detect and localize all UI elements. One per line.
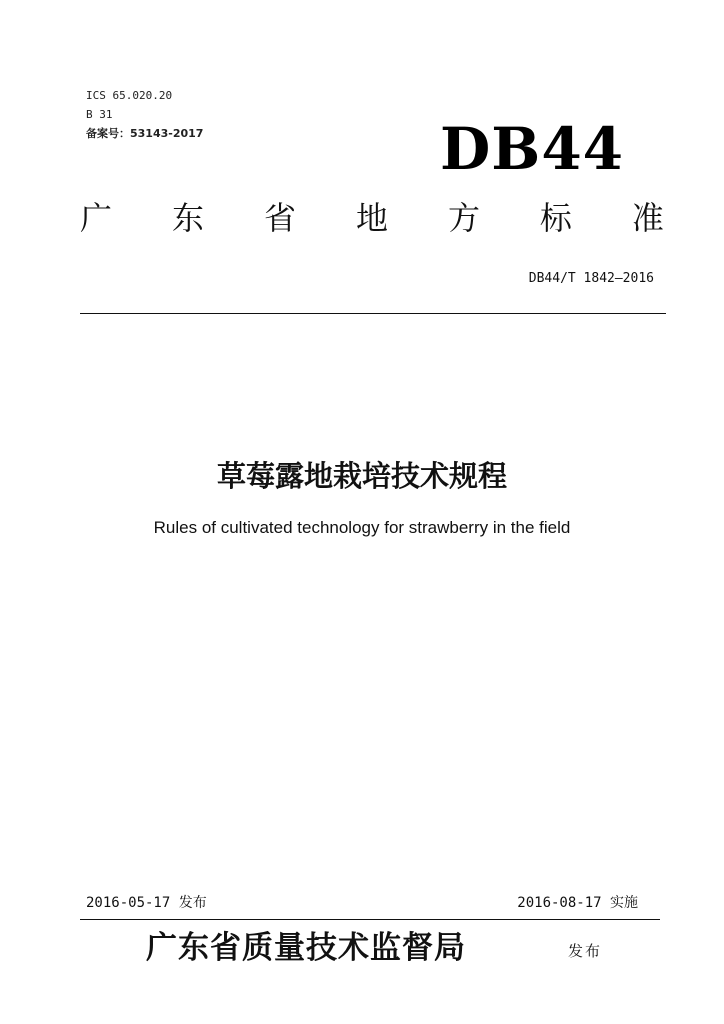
issuer-action: 发布	[568, 942, 603, 960]
issuer-name: 广东省质量技术监督局	[146, 930, 466, 966]
issue-date: 2016-05-17 发布	[86, 895, 207, 911]
authority-title-char: 准	[631, 199, 664, 237]
filing-number: 备案号：53143-2017	[86, 127, 204, 140]
authority-title-char: 广	[80, 199, 113, 237]
implementation-date: 2016-08-17 实施	[517, 895, 638, 911]
standard-logo: DB44	[440, 115, 625, 183]
classification-code: B 31	[86, 108, 113, 121]
authority-title-char: 地	[355, 199, 388, 237]
authority-title	[80, 198, 664, 238]
standard-number: DB44/T 1842—2016	[528, 271, 654, 286]
document-title-english: Rules of cultivated technology for strawberry in the field	[153, 518, 571, 537]
document-title-chinese: 草莓露地栽培技术规程	[216, 459, 507, 493]
authority-title-char: 省	[263, 199, 296, 237]
top-divider	[80, 313, 666, 314]
authority-title-char: 标	[539, 199, 572, 237]
ics-code: ICS 65.020.20	[86, 89, 173, 102]
authority-title-char: 东	[171, 199, 204, 237]
bottom-divider	[80, 919, 660, 920]
authority-title-char: 方	[447, 199, 480, 237]
